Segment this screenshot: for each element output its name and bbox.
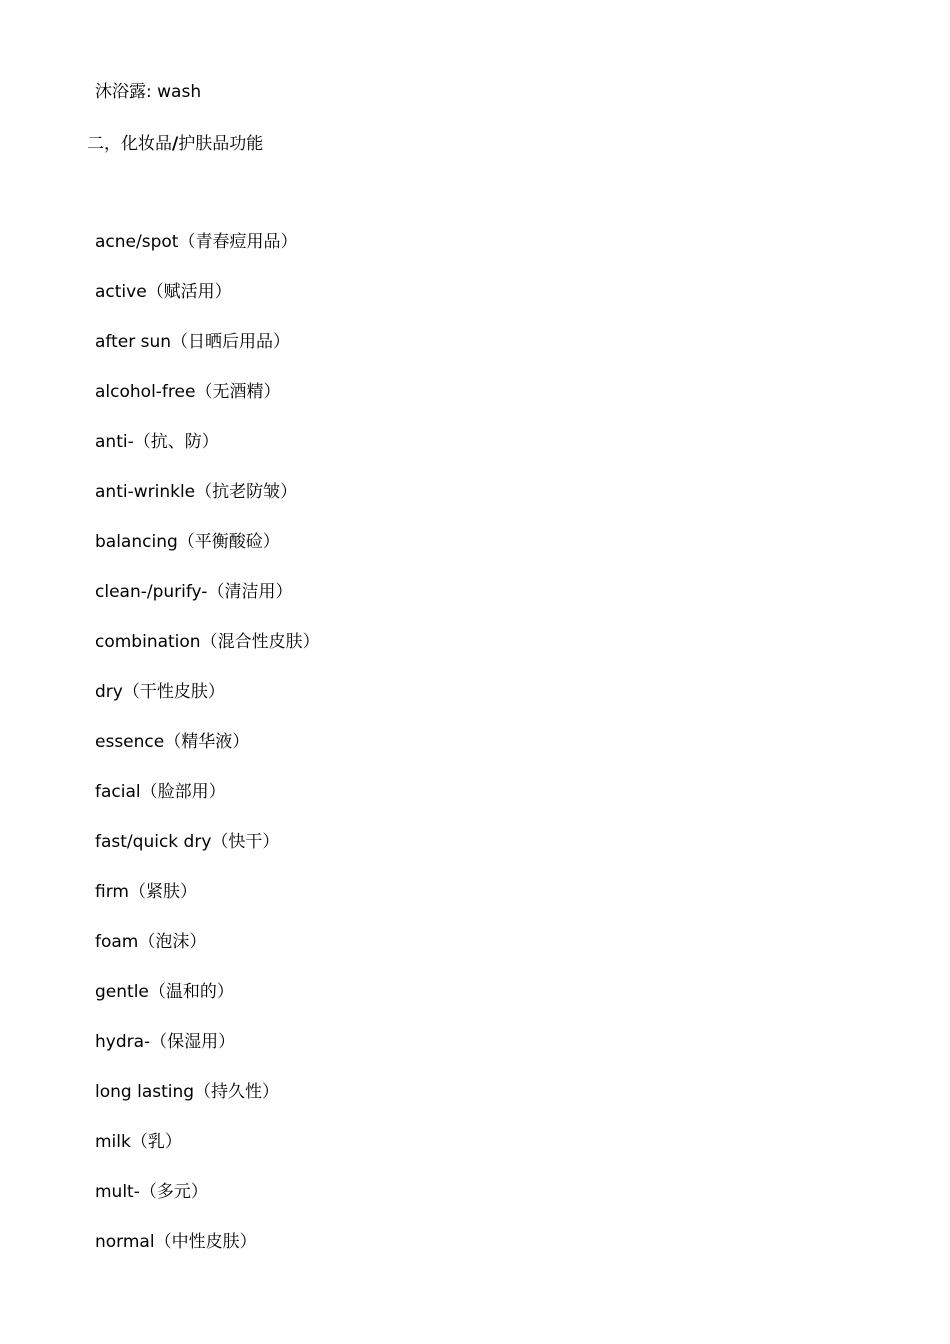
term-en: alcohol-free [95,382,196,402]
term-item [95,1080,320,1130]
term-en: facial [95,782,141,802]
term-cn: （温和的） [148,982,234,1002]
term-cn: （持久性） [194,1082,280,1102]
term-list [95,230,320,1280]
term-item [95,1030,320,1080]
term-item [95,330,320,380]
section-heading-suffix: 护肤品功能 [178,134,264,154]
term-en: active [95,282,147,302]
term-cn: （日晒后用品） [171,332,291,352]
term-item [95,580,320,630]
term-item [95,830,320,880]
term-en: gentle [95,982,149,1002]
intro-line [95,80,201,104]
term-item [95,780,320,830]
term-cn: （清洁用） [207,582,293,602]
term-cn: （保湿用） [150,1032,236,1052]
term-item [95,930,320,980]
term-cn: （中性皮肤） [154,1232,257,1252]
term-cn: （干性皮肤） [122,682,225,702]
intro-value-en: wash [157,82,202,102]
term-item [95,680,320,730]
term-en: dry [95,682,123,702]
term-item [95,1180,320,1230]
term-item [95,230,320,280]
term-cn: （紧肤） [128,882,197,902]
term-item [95,980,320,1030]
term-en: long lasting [95,1082,195,1102]
term-en: normal [95,1232,155,1252]
term-cn: （平衡酸硷） [177,532,280,552]
term-en: firm [95,882,129,902]
term-cn: （无酒精） [195,382,281,402]
term-item [95,380,320,430]
term-item [95,480,320,530]
term-en: anti- [95,432,134,452]
term-cn: （乳） [130,1132,182,1152]
term-en: foam [95,932,139,952]
term-cn: （精华液） [164,732,250,752]
term-en: milk [95,1132,131,1152]
term-en: clean-/purify- [95,582,208,602]
term-cn: （混合性皮肤） [200,632,320,652]
section-heading [87,132,263,156]
term-cn: （泡沫） [138,932,207,952]
term-en: combination [95,632,201,652]
term-item [95,730,320,780]
term-item [95,880,320,930]
term-cn: （抗老防皱） [195,482,298,502]
section-heading-slash: / [172,134,179,154]
term-item [95,1230,320,1280]
term-cn: （赋活用） [146,282,232,302]
term-en: balancing [95,532,178,552]
term-item [95,280,320,330]
term-cn: （多元） [139,1182,208,1202]
term-en: anti-wrinkle [95,482,196,502]
term-en: acne/spot [95,232,179,252]
term-cn: （抗、防） [133,432,219,452]
term-item [95,530,320,580]
term-item [95,430,320,480]
term-en: fast/quick dry [95,832,212,852]
term-item [95,1130,320,1180]
term-item [95,630,320,680]
term-cn: （快干） [211,832,280,852]
term-en: hydra- [95,1032,151,1052]
term-cn: （青春痘用品） [178,232,298,252]
term-en: after sun [95,332,172,352]
term-cn: （脸部用） [140,782,226,802]
section-heading-prefix: 二，化妆品 [87,134,172,154]
intro-separator: : [146,82,158,102]
intro-label-cn: 沐浴露 [95,82,146,102]
term-en: mult- [95,1182,140,1202]
term-en: essence [95,732,165,752]
